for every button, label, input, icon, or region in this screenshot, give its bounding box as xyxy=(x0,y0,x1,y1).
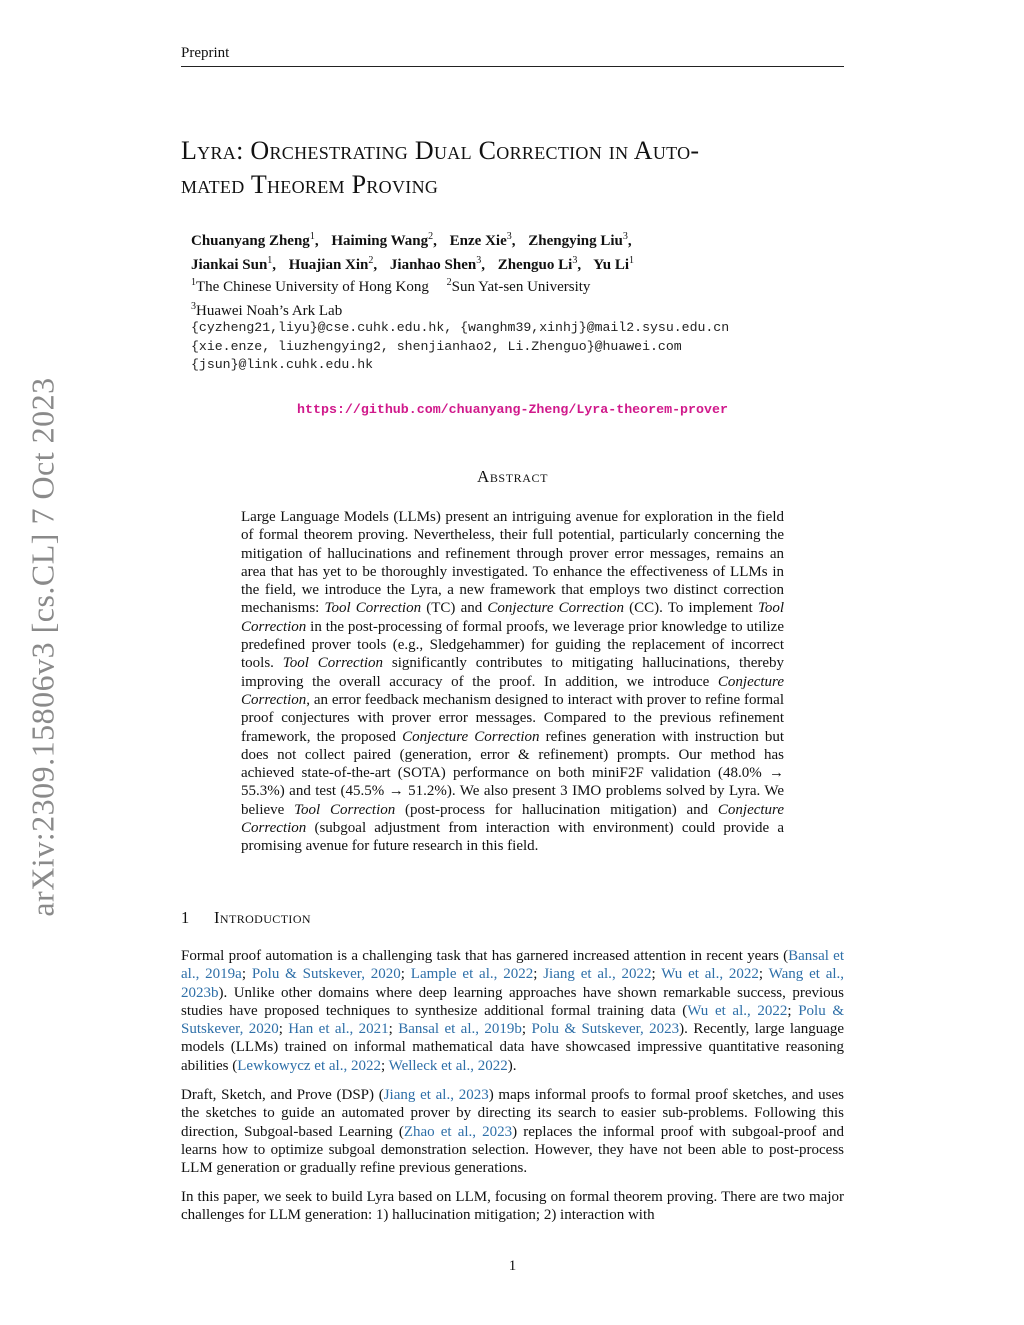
author: Haiming Wang$^2$, xyxy=(331,231,437,249)
citation-link[interactable]: Polu & Sutskever, 2023 xyxy=(531,1021,680,1038)
author-list xyxy=(191,227,831,275)
citation-link[interactable]: Jiang et al., 2022 xyxy=(543,966,652,983)
citation-link[interactable]: Han et al., 2021 xyxy=(288,1021,389,1038)
author: Jiankai Sun$^1$, xyxy=(191,255,277,273)
section-heading-introduction: 1 Introduction xyxy=(181,908,311,927)
email-line: {cyzheng21,liyu}@cse.cuhk.edu.hk, {wanghm39,xinhj}@mail2.sysu.edu.cn xyxy=(191,320,730,335)
arxiv-stamp: arXiv:2309.15806v3 [cs.CL] 7 Oct 2023 xyxy=(24,377,61,917)
title-line-2: mated Theorem Proving xyxy=(181,170,439,199)
citation-link[interactable]: Lewkowycz et al., 2022 xyxy=(237,1057,381,1074)
title-line-1: Lyra: Orchestrating Dual Correction in Auto- xyxy=(181,136,700,165)
page-number: 1 xyxy=(508,1258,517,1274)
email-line: {jsun}@link.cuhk.edu.hk xyxy=(191,357,374,372)
intro-paragraph-2: Draft, Sketch, and Prove (DSP) (Jiang et al., 2023) maps informal proofs to formal proof sketches, and uses the sketches to guide an automated prover by directing its search to easier sub-problems. Following this direction, Subgoal-based Learning (Zhao et al., 2023) replaces the informal proof with subgoal-proof and learns how to optimize subgoal demonstration selection. However, they have not been able to post-process LLM generation or gradually refine previous generations. xyxy=(181,1087,844,1177)
author: Zhengying Liu$^3$, xyxy=(528,231,632,249)
citation-link[interactable]: Bansal et al., 2019b xyxy=(398,1021,522,1038)
citation-link[interactable]: Wu et al., 2022 xyxy=(687,1002,788,1019)
github-link[interactable]: https://github.com/chuanyang-Zheng/Lyra-theorem-prover xyxy=(297,402,728,417)
author: Jianhao Shen$^3$, xyxy=(389,255,485,273)
citation-link[interactable]: Jiang et al., 2023 xyxy=(383,1087,489,1103)
intro-paragraph-1: Formal proof automation is a challenging task that has garnered increased attention in recent years (Bansal et al., 2019a; Polu & Sutskever, 2020; Lample et al., 2022; Jiang et al., 2022; Wu et al., 2022; Wang et al., 2023b). Unlike other domains where deep learning approaches have shown remarkable success, previous studies have proposed techniques to synthesize additional formal training data (Wu et al., 2022; Polu & Sutskever, 2020; Han et al., 2021; Bansal et al., 2019b; Polu & Sutskever, 2023). Recently, large language models (LLMs) trained on informal mathematical data have showcased impressive quantitative reasoning abilities (Lewkowycz et al., 2022; Welleck et al., 2022). xyxy=(181,948,845,1074)
abstract-heading: Abstract xyxy=(476,467,549,486)
author: Huajian Xin$^2$, xyxy=(288,255,378,273)
affiliation: $^2$Sun Yat-sen University xyxy=(446,277,591,295)
citation-link[interactable]: Wu et al., 2022 xyxy=(661,966,759,983)
abstract-text: Large Language Models (LLMs) present an intriguing avenue for exploration in the field of formal theorem proving. Nevertheless, their full potential, particularly concerning the mitigation of hallucinations and refinement through prover error messages, remains an area that has yet to be thoroughly investigated. To enhance the effectiveness of LLMs in the field, we introduce the Lyra, a new framework that employs two distinct correction mechanisms: Tool Correction (TC) and Conjecture Correction (CC). To implement Tool Correction in the post-processing of formal proofs, we leverage prior knowledge to utilize predefined prover tools (e.g., Sledgehammer) for guiding the replacement of incorrect tools. Tool Correction significantly contributes to mitigating hallucinations, thereby improving the overall accuracy of the proof. In addition, we introduce Conjecture Correction, an error feedback mechanism designed to interact with prover to refine formal proof conjectures with prover error messages. Compared to the previous refinement framework, the proposed Conjecture Correction refines generation with instruction but does not collect paired (generation, error & refinement) prompts. Our method has achieved state-of-the-art (SOTA) performance on both miniF2F validation (48.0% → 55.3%) and test (45.5% → 51.2%). We also present 3 IMO problems solved by Lyra. We believe Tool Correction (post-process for hallucination mitigation) and Conjecture Correction (subgoal adjustment from interaction with environment) could provide a promising avenue for future research in this field. xyxy=(241,509,785,855)
citation-link[interactable]: Polu & Sutskever, 2020 xyxy=(251,966,401,983)
citation-link[interactable]: Zhao et al., 2023 xyxy=(403,1123,513,1140)
author: Chuanyang Zheng$^1$, xyxy=(191,231,319,249)
running-header: Preprint xyxy=(181,45,230,61)
citation-link[interactable]: Welleck et al., 2022 xyxy=(388,1057,508,1074)
citation-link[interactable]: Bansal et al., 2019a xyxy=(181,948,844,983)
author: Zhenguo Li$^3$, xyxy=(497,255,582,273)
author: Enze Xie$^3$, xyxy=(449,231,516,249)
affiliations xyxy=(191,273,831,321)
citation-link[interactable]: Polu & Sutskever, 2020 xyxy=(181,1002,845,1038)
affiliation: $^3$Huawei Noah’s Ark Lab xyxy=(191,301,343,319)
affiliation: $^1$The Chinese University of Hong Kong xyxy=(191,277,429,295)
citation-link[interactable]: Wang et al., 2023b xyxy=(181,966,845,1001)
email-block xyxy=(191,319,831,375)
email-line: {xie.enze, liuzhengying2, shenjianhao2, Li.Zhenguo}@huawei.com xyxy=(191,338,682,354)
header-rule xyxy=(181,66,844,67)
citation-link[interactable]: Lample et al., 2022 xyxy=(410,966,534,983)
intro-paragraph-3: In this paper, we seek to build Lyra based on LLM, focusing on formal theorem proving. There are two major challenges for LLM generation: 1) hallucination mitigation; 2) interaction with xyxy=(181,1189,844,1224)
paper-title xyxy=(181,134,849,202)
author: Yu Li$^1$ xyxy=(593,255,635,273)
